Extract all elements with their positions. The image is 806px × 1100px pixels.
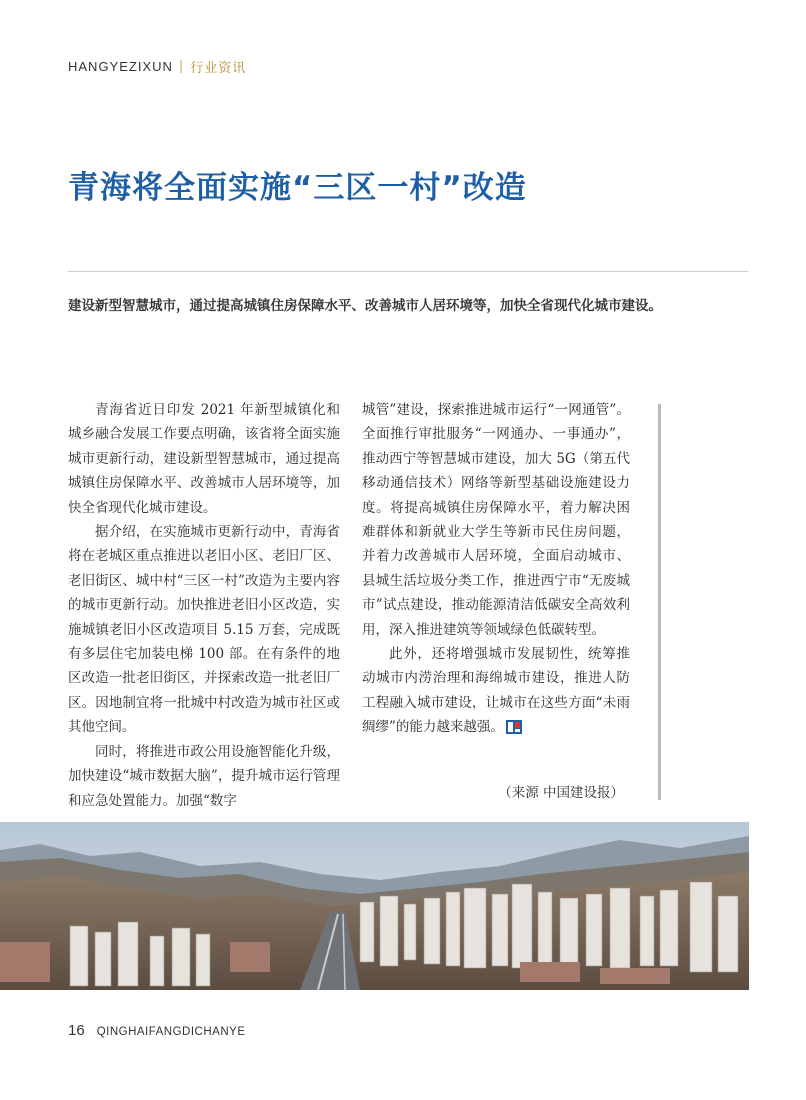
section-separator: | <box>178 58 185 74</box>
left-column <box>68 398 340 813</box>
article-title: 青海将全面实施“三区一村”改造 <box>68 170 527 206</box>
body-paragraph-2: 据介绍，在实施城市更新行动中，青海省将在老城区重点推进以老旧小区、老旧厂区、老旧街区、城中村“三区一村”改造为主要内容的城市更新行动。加快推进老旧小区改造，实施城镇老旧小区改造项目 5.15 万套，完成既有多层住宅加装电梯 100 部。在有条件的地区改造一批老旧街区，并探索改造一批老旧厂区。因地制宜将一批城中村改造为城市社区或其他空间。 <box>68 524 340 736</box>
article-lead: 建设新型智慧城市，通过提高城镇住房保障水平、改善城市人居环境等，加快全省现代化城市建设。 <box>68 298 662 314</box>
section-header <box>68 57 246 75</box>
section-name-cn: 行业资讯 <box>190 60 247 76</box>
article-source: （来源 中国建设报） <box>498 785 624 801</box>
magazine-end-mark-icon <box>506 718 522 734</box>
body-paragraph-1: 青海省近日印发 2021 年新型城镇化和城乡融合发展工作要点明确，该省将全面实施城市更新行动，建设新型智慧城市，通过提高城镇住房保障水平、改善城市人居环境等，加快全省现代化城市建设。 <box>68 402 340 516</box>
magazine-name: QINGHAIFANGDICHANYE <box>96 1026 246 1038</box>
city-skyline-photo <box>0 822 749 990</box>
section-name-en: HANGYEZIXUN <box>68 58 173 74</box>
page-number: 16 <box>68 1022 85 1039</box>
body-paragraph-4-text: 此外，还将增强城市发展韧性，统筹推动城市内涝治理和海绵城市建设，推进人防工程融入城市建设，让城市在这些方面“未雨绸缪”的能力越来越强。 <box>362 646 630 736</box>
body-paragraph-4 <box>362 642 630 740</box>
page-footer <box>68 1022 246 1039</box>
body-paragraph-3: 同时，将推进市政公用设施智能化升级，加快建设“城市数据大脑”，提升城市运行管理和应急处置能力。加强“数字 <box>68 743 340 809</box>
right-column <box>362 398 630 740</box>
column-side-bar <box>658 404 661 800</box>
city-skyline-graphic <box>0 822 749 990</box>
body-paragraph-3-continued: 城管”建设，探索推进城市运行“一网通管”。全面推行审批服务“一网通办、一事通办”，推动西宁等智慧城市建设，加大 5G（第五代移动通信技术）网络等新型基础设施建设力度。将提高城镇住房保障水平，着力解决困难群体和新就业大学生等新市民住房问题，并着力改善城市人居环境，全面启动城市、县城生活垃圾分类工作，推进西宁市“无废城市”试点建设，推动能源清洁低碳安全高效利用，深入推进建筑等领域绿色低碳转型。 <box>362 402 630 638</box>
title-divider <box>68 271 748 272</box>
